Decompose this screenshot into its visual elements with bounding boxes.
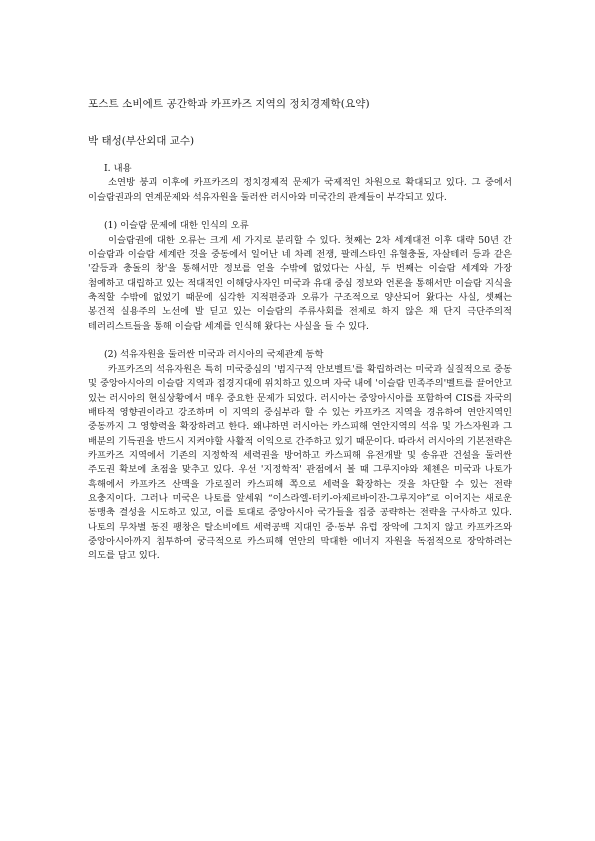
subsection-1-heading: (1) 이슬람 문제에 대한 인식의 오류 [104, 220, 249, 232]
subsection-2-heading: (2) 석유자원을 둘러싼 미국과 러시아의 국제관계 동학 [104, 349, 324, 361]
spacer [88, 334, 512, 348]
section-heading: I. 내용 [104, 163, 132, 174]
spacer [88, 205, 512, 219]
author-line: 박 태성(부산외대 교수) [88, 135, 195, 147]
subsection-2-paragraph: 카프카즈의 석유자원은 특히 미국중심의 '범지구적 안보벨트'를 확립하려는 미국과 실질적으로 중동 및 중앙아시아의 이슬람 지역과 접경지대에 위치하고 있으며 자국 내에 '이슬람 민족주의'벨트를 끌어안고 있는 러시아의 현실상황에서 매우 중요한 문제가 되었다. 러시아는 중앙아시아를 포함하여 CIS를 자국의 배타적 영향권이라고 강조하며 이 지역의 중심부라 할 수 있는 카프카즈 지역을 경유하여 연안지역인 중동까지 그 영향력을 확장하려고 한다. 왜냐하면 러시아는 카스피해 연안지역의 석유 및 가스자원과 그 배분의 기득권을 반드시 지켜야할 사활적 이익으로 간주하고 있기 때문이다. 따라서 러시아의 기본전략은 카프카즈 지역에서 기존의 지정학적 세력권을 방어하고 카스피해 유전개발 및 송유관 건설을 둘러싼 주도권 확보에 초점을 맞추고 있다. 우선 '지정학적' 관점에서 볼 때 그루지야와 체첸은 미국과 나토가 흑해에서 카프카즈 산맥을 가로질러 카스피해 쪽으로 세력을 확장하는 것을 차단할 수 있는 전략 요충지이다. 그러나 미국은 나토를 앞세워 “이스라엘-터키-아제르바이잔-그루지야”로 이어지는 새로운 동맹축 결성을 시도하고 있고, 이를 토대로 중앙아시아 국가들을 집중 공략하는 전략을 구사하고 있다. 나토의 무차별 동진 팽창은 탈소비에트 세력공백 지대인 중·동부 유럽 장악에 그치지 않고 카프카즈와 중앙아시아까지 침투하여 궁극적으로 카스피해 연안의 막대한 에너지 자원을 독점적으로 장악하려는 의도를 담고 있다. [88, 363, 512, 562]
subsection-1-paragraph: 이슬람권에 대한 오류는 크게 세 가지로 분리할 수 있다. 첫째는 2차 세계대전 이후 대략 50년 간 이슬람과 이슬람 세계란 것을 중동에서 일어난 네 차례 전쟁, 팔레스타인 유혈충돌, 자살테러 등과 같은 '갈등과 충돌의 창'을 통해서만 정보를 얻을 수밖에 없었다는 사실, 두 번째는 이슬람 세계와 가장 첨예하고 대립하고 있는 적대적인 이해당사자인 미국과 유대 중심 정보와 언론을 통해서만 이슬람 지식을 축적할 수밖에 없었기 때문에 심각한 지적편중과 오류가 구조적으로 양산되어 왔다는 사실, 셋째는 봉건적 실용주의 노선에 발 딛고 있는 이슬람의 주류사회를 전제로 하지 않은 채 단지 극단주의적 테러리스트들을 통해 이슬람 세계를 인식해 왔다는 사실을 들 수 있다. [88, 234, 512, 332]
document-title: 포스트 소비에트 공간학과 카프카즈 지역의 정치경제학(요약) [88, 98, 370, 110]
intro-paragraph: 소연방 붕괴 이후에 카프카즈의 정치경제적 문제가 국제적인 차원으로 확대되고 있다. 그 중에서 이슬람권과의 연계문제와 석유자원을 둘러싼 러시아와 미국간의 관계들이 부각되고 있다. [88, 177, 512, 203]
document-body [88, 162, 512, 564]
